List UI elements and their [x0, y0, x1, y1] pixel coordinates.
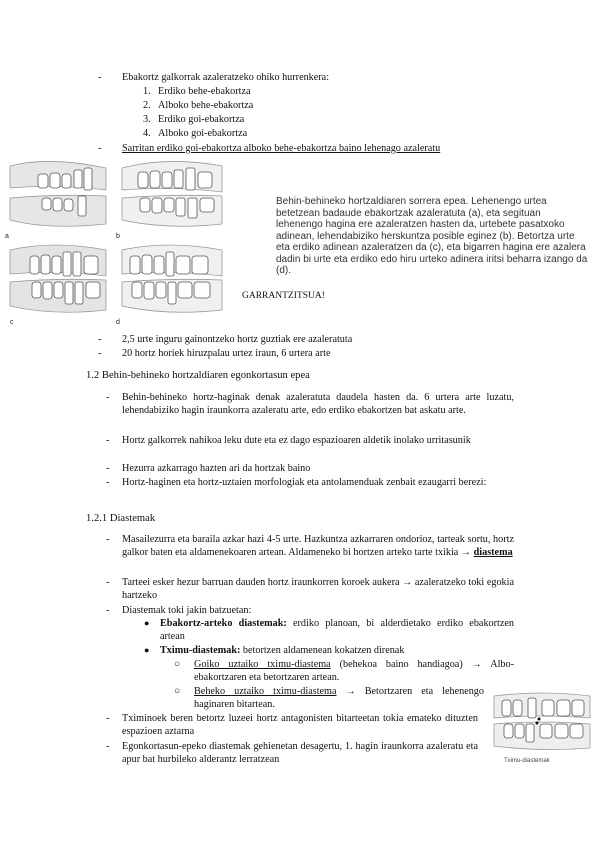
list-item: Hezurra azkarrago hazten ari da hortzak baino — [122, 463, 311, 474]
arrow-symbol: → — [336, 686, 365, 697]
list-item: Sarritan erdiko goi-ebakortza alboko behe-ebakortza baino lehenago azaleratu — [122, 143, 441, 154]
bullet-dash: - — [106, 435, 110, 446]
list-item — [122, 533, 514, 559]
list-item: Tximinoek beren betortz luzeei hortz antagonisten bitarteetan tokia emateko dituzten espazioen aztarna — [122, 713, 478, 737]
bullet-dash: - — [98, 334, 102, 345]
figure-caption: Behin-behineko hortzaldiaren sorrera epea. Lehenengo urtea betetzean badaude ebakortzak azaleratuta (a), eta segituan lehenengo hagina ere azaleratzen hasten da, urtebete pasatxoko adinean, lehendabiziko herskuntza posible eginez (b). Betortza urte eta erdiko adinean azaleratzen da (c), eta bigarren hagina ere azalera dadin bi urte eta erdiko edo hiru urteko adinera iritsi beharra izango da (d). — [276, 196, 588, 276]
term: Beheko uztaiko tximu-diastema — [194, 686, 337, 697]
item-text: (behekoa baino handiagoa) — [330, 659, 463, 670]
bullet-dash: - — [106, 741, 110, 752]
sub-item — [160, 617, 514, 643]
item-text: Masailezurra eta baraila azkar hazi 4-5 urte. Hazkuntza azkarraren ondorioz, tarteak sortu, hortz galkor baten eta aldamenekoaren artean. Aldameneko bi hortzen arteko tarte txikia — [122, 534, 514, 558]
ordered-num: 1. — [143, 86, 151, 97]
list-item: 20 hortz horiek hiruzpalau urtez iraun, 6 urtera arte — [122, 348, 331, 359]
sub-item-label: Tximu-diastemak: — [160, 645, 241, 656]
ordered-item: Erdiko goi-ebakortza — [158, 114, 245, 125]
list-item: Hortz-haginen eta hortz-uztaien morfologiak eta antolamenduak zenbait ezaugarri berezi: — [122, 477, 487, 488]
ordered-num: 2. — [143, 100, 151, 111]
item-text: Betortzaren eta lehenengo haginaren bitartean. — [194, 686, 484, 710]
list-item — [122, 576, 514, 602]
sub-item-label: Ebakortz-arteko diastemak: — [160, 618, 287, 629]
dentition-illustration-d — [118, 242, 226, 314]
arrow-symbol: → — [458, 547, 474, 558]
ordered-item: Alboko goi-ebakortza — [158, 128, 248, 139]
bullet-dot: ● — [144, 618, 150, 628]
section-heading: 1.2 Behin-behineko hortzaldiaren egonkortasun epea — [86, 370, 310, 381]
list-item: Behin-behineko hortz-haginak denak azaleratuta daudela hasten da. 6 urtera arte luzatu, lehendabiziko hagin iraunkorra azaleratu arte, edo erdiko ebakortzen bat askatu arte. — [122, 392, 514, 416]
bullet-circle: ○ — [174, 686, 181, 697]
sub-item — [160, 644, 404, 657]
bullet-dash: - — [106, 713, 110, 724]
bullet-dash: - — [106, 477, 110, 488]
figure-label: b — [116, 233, 120, 240]
dentition-illustration-c — [8, 242, 108, 314]
dentition-illustration-a — [8, 158, 108, 228]
sub-item-text: erdiko planoan, bi alderdietako erdiko ebakortzen artean — [160, 618, 514, 642]
bullet-circle: ○ — [174, 659, 181, 670]
list-item: Diastemak toki jakin batzuetan: — [122, 605, 252, 616]
bullet-dash: - — [106, 605, 110, 616]
bullet-dash: - — [106, 463, 110, 474]
figure-label: a — [5, 233, 9, 240]
item-text: Albo-ebakortzaren eta betortzaren artean. — [194, 659, 515, 683]
bullet-dash: - — [98, 348, 102, 359]
bullet-dash: - — [106, 392, 110, 403]
bullet-dot: ● — [144, 645, 150, 655]
bullet-dash: - — [98, 143, 102, 154]
term: Goiko uztaiko tximu-diastema — [194, 659, 331, 670]
list-item: Hortz galkorrek nahikoa leku dute eta ez dago espazioaren aldetik inolako urritasunik — [122, 435, 471, 446]
arrow-symbol: → — [462, 659, 491, 670]
ordered-item: Erdiko behe-ebakortza — [158, 86, 251, 97]
bullet-dash: - — [98, 72, 102, 83]
bullet-dash: - — [106, 534, 110, 545]
sub-sub-item — [194, 658, 514, 684]
arrow-symbol: → — [399, 577, 415, 588]
dentition-illustration-b — [118, 158, 226, 228]
ordered-num: 4. — [143, 128, 151, 139]
item-text: azaleratzeko toki egokia hartzeko — [122, 577, 514, 601]
list-item: Ebakortz galkorrak azaleratzeko ohiko hurrenkera: — [122, 72, 330, 83]
list-item: 2,5 urte inguru gainontzeko hortz guztiak ere azaleratuta — [122, 334, 353, 345]
important-note: GARRANTZITSUA! — [242, 291, 325, 301]
term-diastema: diastema — [473, 547, 513, 558]
figure-label: c — [10, 319, 14, 326]
section-heading: 1.2.1 Diastemak — [86, 513, 156, 524]
item-text: Tarteei esker hezur barruan dauden hortz iraunkorren koroek aukera — [122, 577, 400, 588]
sub-item-text: betortzen aldamenean kokatzen direnak — [240, 645, 405, 656]
ordered-num: 3. — [143, 114, 151, 125]
ordered-item: Alboko behe-ebakortza — [158, 100, 254, 111]
bullet-dash: - — [106, 577, 110, 588]
list-item: Egonkortasun-epeko diastemak gehienetan desagertu, 1. hagin iraunkorra azaleratu eta apur bat hurbileko alderantz lerratzean — [122, 741, 478, 765]
sub-sub-item — [194, 685, 484, 711]
tximu-diastema-illustration — [492, 690, 592, 752]
image-caption: Tximu-diastemak — [504, 758, 550, 764]
figure-label: d — [116, 319, 120, 326]
